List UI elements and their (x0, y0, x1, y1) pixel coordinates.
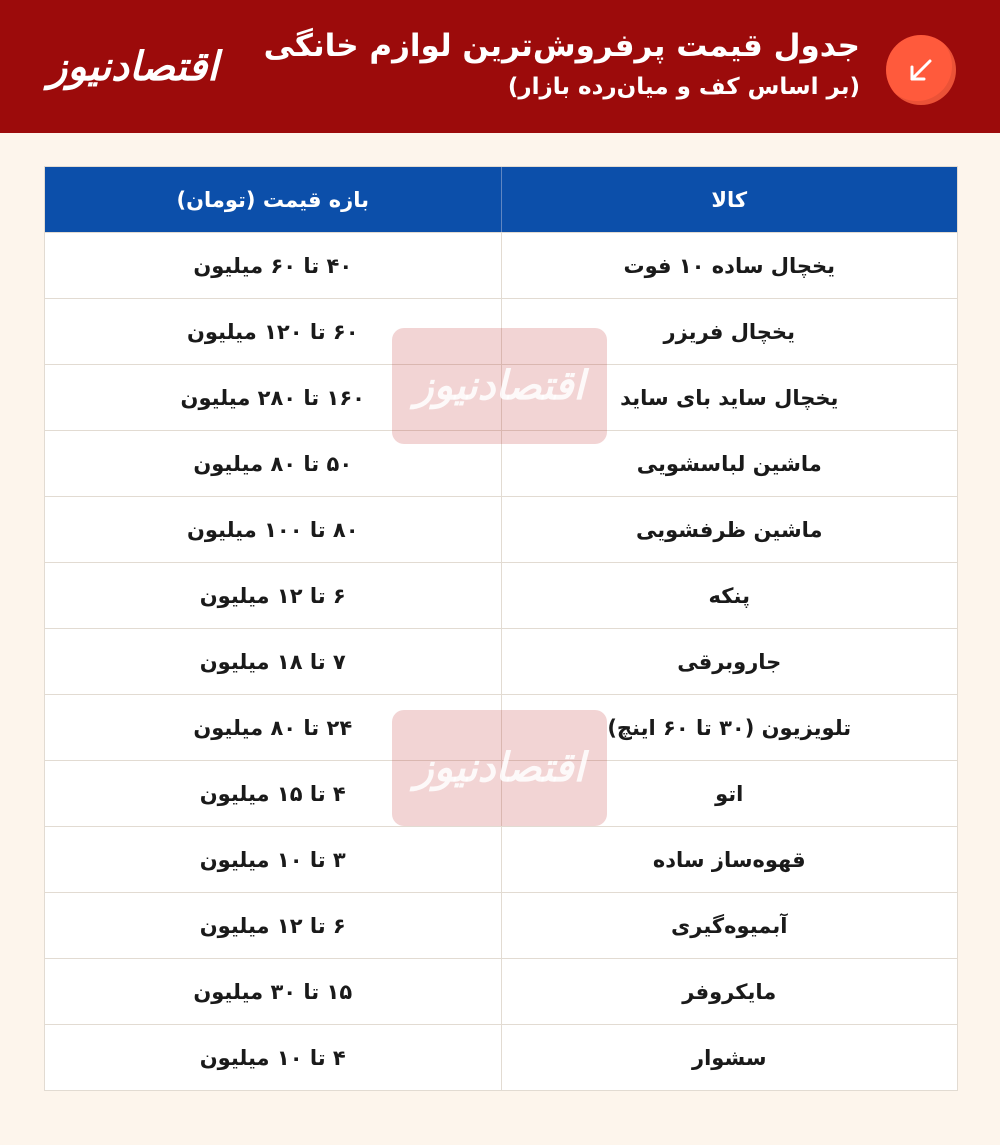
table-row (45, 892, 957, 958)
table-row (45, 826, 957, 892)
item-name-cell: تلویزیون (۳۰ تا ۶۰ اینچ) (607, 715, 852, 740)
item-name-cell: یخچال فریزر (663, 319, 795, 344)
item-name-cell: اتو (715, 781, 744, 806)
item-name-cell: مایکروفر (682, 979, 777, 1004)
item-name-cell: یخچال ساید بای ساید (620, 385, 839, 410)
table-row (45, 628, 957, 694)
price-range-cell: ۷ تا ۱۸ میلیون (45, 629, 502, 694)
price-range-cell: ۶۰ تا ۱۲۰ میلیون (45, 299, 502, 364)
price-range-cell: ۸۰ تا ۱۰۰ میلیون (45, 497, 502, 562)
price-range-cell: ۵۰ تا ۸۰ میلیون (45, 431, 502, 496)
item-name-cell: یخچال ساده ۱۰ فوت (623, 253, 836, 278)
table-row (45, 562, 957, 628)
column-header-price: بازه قیمت (تومان) (45, 167, 502, 232)
price-range-cell: ۲۴ تا ۸۰ میلیون (45, 695, 502, 760)
price-range-cell: ۴ تا ۱۵ میلیون (45, 761, 502, 826)
item-name-cell: ماشین لباسشویی (636, 451, 822, 476)
table-header (45, 167, 957, 232)
site-logo: اقتصادنیوز (48, 44, 219, 90)
table-row (45, 232, 957, 298)
watermark-logo: اقتصادنیوز (392, 710, 607, 826)
header-bar (0, 0, 1000, 133)
price-range-cell: ۶ تا ۱۲ میلیون (45, 563, 502, 628)
item-name-cell: پنکه (708, 583, 750, 608)
column-header-item: کالا (711, 187, 748, 212)
item-name-cell: سشوار (692, 1045, 767, 1070)
page-subtitle: (بر اساس کف و میان‌رده بازار) (507, 74, 860, 100)
price-range-cell: ۶ تا ۱۲ میلیون (45, 893, 502, 958)
item-name-cell: آبمیوه‌گیری (671, 913, 788, 938)
watermark-logo: اقتصادنیوز (392, 328, 607, 444)
table-row (45, 496, 957, 562)
item-name-cell: قهوه‌ساز ساده (652, 847, 806, 872)
arrow-down-left-icon (886, 35, 956, 105)
table-row (45, 1024, 957, 1090)
table-row (45, 958, 957, 1024)
item-name-cell: ماشین ظرفشویی (635, 517, 823, 542)
title-block (263, 26, 860, 104)
item-name-cell: جاروبرقی (677, 649, 782, 674)
price-range-cell: ۳ تا ۱۰ میلیون (45, 827, 502, 892)
page-title: جدول قیمت پرفروش‌ترین لوازم خانگی (263, 28, 860, 64)
price-range-cell: ۴ تا ۱۰ میلیون (45, 1025, 502, 1090)
price-range-cell: ۴۰ تا ۶۰ میلیون (45, 233, 502, 298)
price-range-cell: ۱۶۰ تا ۲۸۰ میلیون (45, 365, 502, 430)
price-range-cell: ۱۵ تا ۳۰ میلیون (45, 959, 502, 1024)
price-table (44, 166, 958, 1091)
